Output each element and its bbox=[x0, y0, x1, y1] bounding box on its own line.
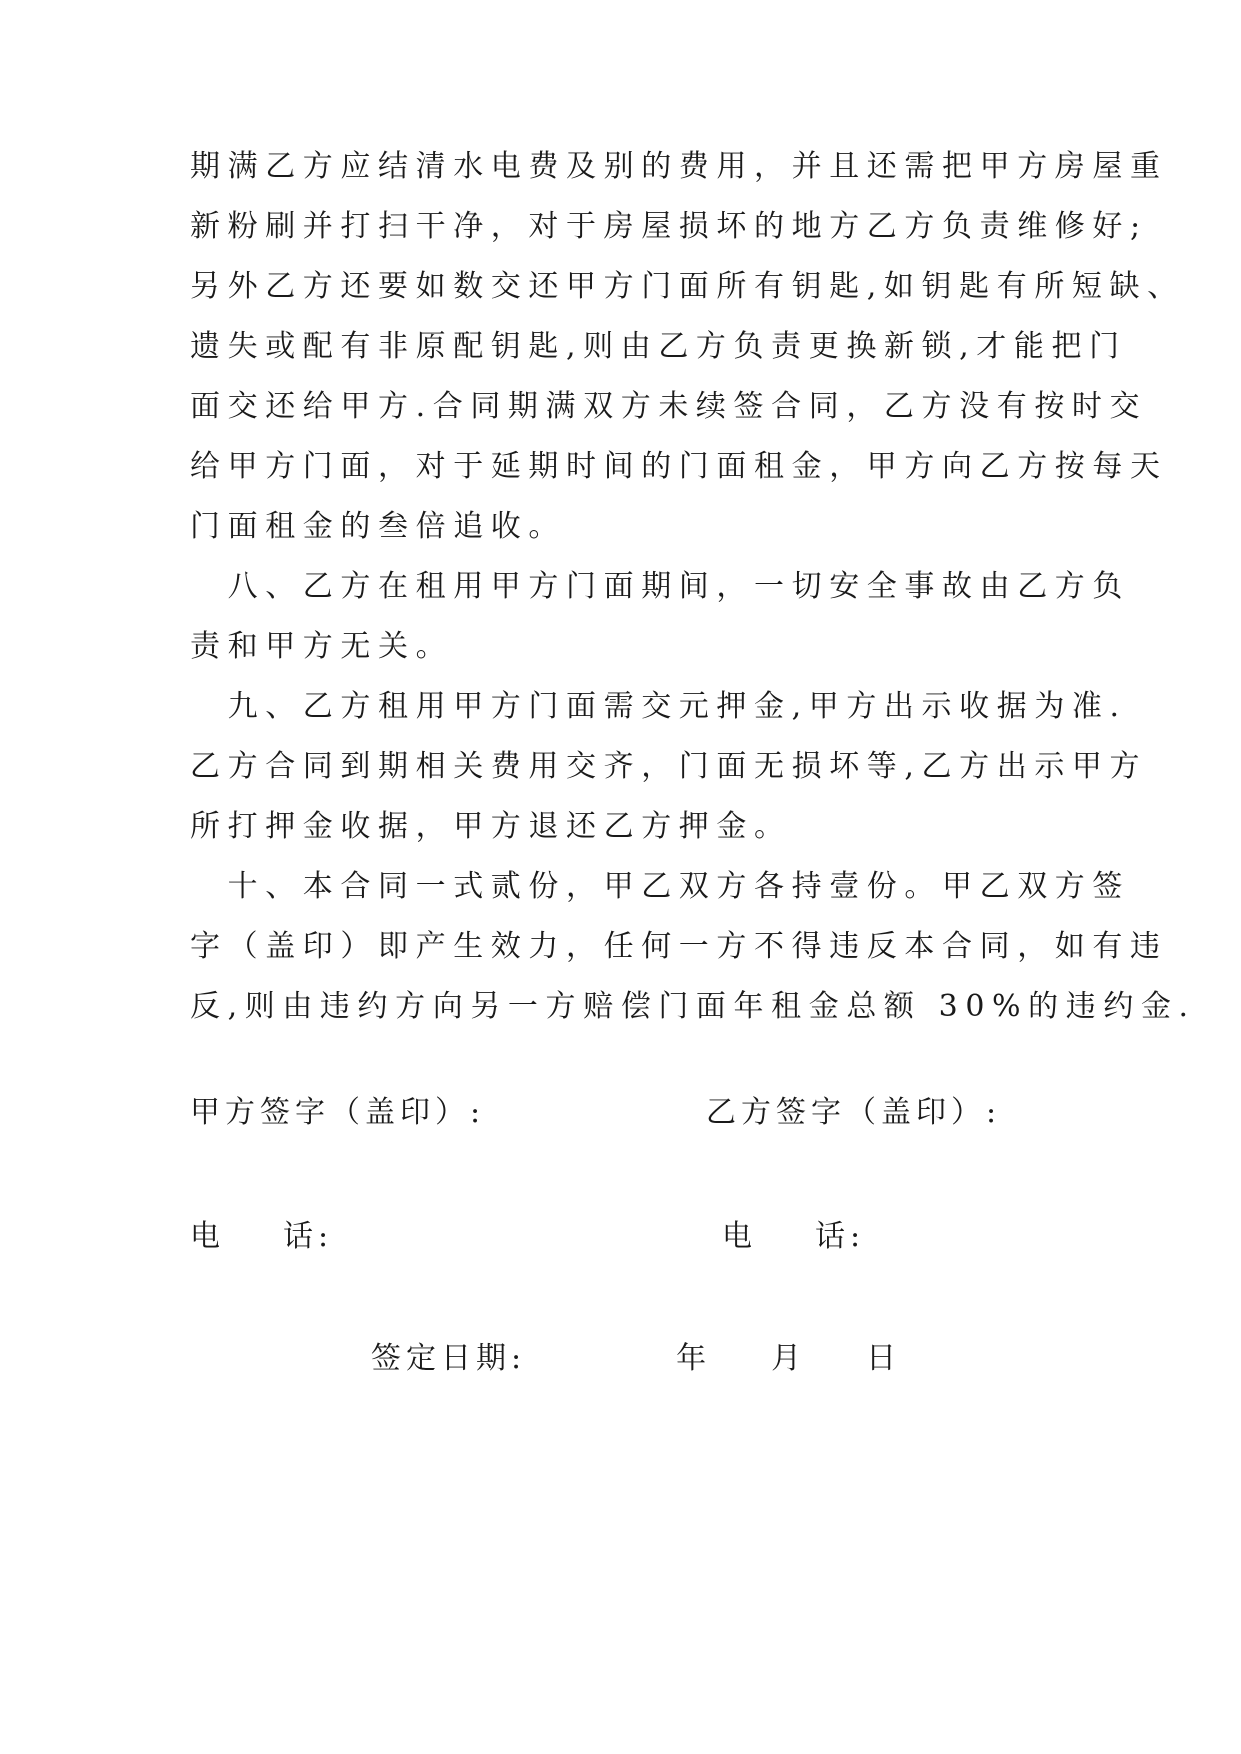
month-label: 月 bbox=[771, 1341, 807, 1376]
day-label: 日 bbox=[866, 1341, 902, 1376]
signing-date-label: 签定日期: bbox=[371, 1341, 527, 1376]
paragraph-line: 面交还给甲方.合同期满双方未续签合同，乙方没有按时交 bbox=[190, 389, 1148, 424]
party-a-signature-label: 甲方签字（盖印）: bbox=[190, 1095, 486, 1130]
party-b-phone-label bbox=[722, 1217, 865, 1257]
paragraph-line: 门面租金的叁倍追收。 bbox=[190, 509, 566, 544]
clause-eight-line: 责和甲方无关。 bbox=[190, 629, 454, 664]
paragraph-line: 给甲方门面，对于延期时间的门面租金，甲方向乙方按每天 bbox=[190, 449, 1168, 484]
phone-char: 电 bbox=[190, 1219, 225, 1254]
phone-char: 电 bbox=[722, 1219, 757, 1254]
paragraph-line: 遗失或配有非原配钥匙,则由乙方负责更换新锁,才能把门 bbox=[190, 329, 1127, 364]
party-a-phone-label bbox=[190, 1217, 333, 1257]
clause-nine-line: 所打押金收据，甲方退还乙方押金。 bbox=[190, 809, 792, 844]
clause-eight-line: 八、乙方在租用甲方门面期间，一切安全事故由乙方负 bbox=[190, 569, 1130, 604]
clause-ten-line: 反,则由违约方向另一方赔偿门面年租金总额 30%的违约金. bbox=[190, 989, 1196, 1024]
phone-char: 话: bbox=[815, 1219, 866, 1254]
party-b-signature-label: 乙方签字（盖印）: bbox=[706, 1095, 1002, 1130]
clause-nine-line: 九、乙方租用甲方门面需交元押金,甲方出示收据为准. bbox=[190, 689, 1127, 724]
paragraph-line: 新粉刷并打扫干净，对于房屋损坏的地方乙方负责维修好; bbox=[190, 209, 1148, 244]
signing-date-line bbox=[371, 1339, 901, 1379]
paragraph-line: 另外乙方还要如数交还甲方门面所有钥匙,如钥匙有所短缺、 bbox=[190, 269, 1185, 304]
clause-ten-line: 十、本合同一式贰份，甲乙双方各持壹份。甲乙双方签 bbox=[190, 869, 1130, 904]
year-label: 年 bbox=[676, 1341, 712, 1376]
phone-char: 话: bbox=[283, 1219, 334, 1254]
clause-nine-line: 乙方合同到期相关费用交齐，门面无损坏等,乙方出示甲方 bbox=[190, 749, 1148, 784]
clause-ten-line: 字（盖印）即产生效力，任何一方不得违反本合同，如有违 bbox=[190, 929, 1168, 964]
paragraph-line: 期满乙方应结清水电费及别的费用，并且还需把甲方房屋重 bbox=[190, 149, 1168, 184]
